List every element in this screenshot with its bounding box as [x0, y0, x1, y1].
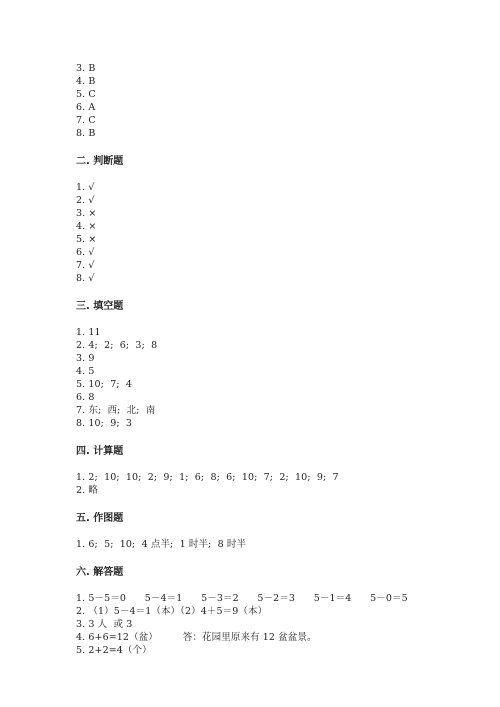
answer-line: 4. 6+6=12（盆） 答：花园里原来有 12 盆盆景。	[76, 632, 317, 643]
section-heading: 五. 作图题	[76, 513, 124, 524]
answer-line: 1. 5－5＝0 5－4＝1 5－3＝2 5－2＝3 5－1＝4 5－0＝5	[76, 593, 408, 604]
answer-line: 6. 8	[76, 392, 95, 403]
answer-line: 8. 10; 9; 3	[76, 418, 133, 429]
section-fill-blank	[76, 300, 436, 430]
section-heading: 六. 解答题	[76, 567, 124, 578]
answer-line: 7. C	[76, 115, 96, 126]
answer-line: 3. B	[76, 63, 96, 74]
answer-line: 5. C	[76, 89, 96, 100]
answer-line: 4. 5	[76, 366, 95, 377]
section-drawing	[76, 512, 436, 551]
answer-line: 5. ×	[76, 234, 97, 245]
answer-line: 3. ×	[76, 208, 97, 219]
section-heading: 四. 计算题	[76, 446, 124, 457]
answer-line: 2. 4; 2; 6; 3; 8	[76, 340, 158, 351]
answer-line: 5. 10; 7; 4	[76, 379, 133, 390]
section-word-problems	[76, 566, 436, 657]
answer-line: 2. 略	[76, 485, 98, 496]
section-true-false	[76, 155, 436, 285]
section-choice-answers	[76, 62, 436, 140]
answer-line: 1. 2; 10; 10; 2; 9; 1; 6; 8; 6; 10; 7; 2; 10; 9; 7	[76, 472, 339, 483]
answer-line: 1. √	[76, 182, 95, 193]
answer-line: 8. B	[76, 128, 96, 139]
answer-line: 1. 6; 5; 10; 4 点半; 1 时半; 8 时半	[76, 539, 247, 550]
answer-line: 2. √	[76, 195, 95, 206]
answer-line: 7. √	[76, 260, 95, 271]
answer-line: 7. 东; 西; 北; 南	[76, 405, 156, 416]
section-heading: 三. 填空题	[76, 301, 124, 312]
answer-line: 5. 2+2=4（个）	[76, 645, 152, 656]
answer-line: 2. （1）5－4＝1（本）（2）4＋5＝9（本）	[76, 606, 268, 617]
answer-line: 1. 11	[76, 327, 101, 338]
answer-line: 4. B	[76, 76, 96, 87]
answer-line: 6. √	[76, 247, 95, 258]
answer-line: 3. 3 人 或 3	[76, 619, 133, 630]
section-calculation	[76, 445, 436, 497]
answer-line: 3. 9	[76, 353, 95, 364]
section-heading: 二. 判断题	[76, 156, 124, 167]
answer-content	[76, 62, 436, 657]
answer-line: 6. A	[76, 102, 96, 113]
answer-line: 8. √	[76, 273, 95, 284]
answer-line: 4. ×	[76, 221, 97, 232]
